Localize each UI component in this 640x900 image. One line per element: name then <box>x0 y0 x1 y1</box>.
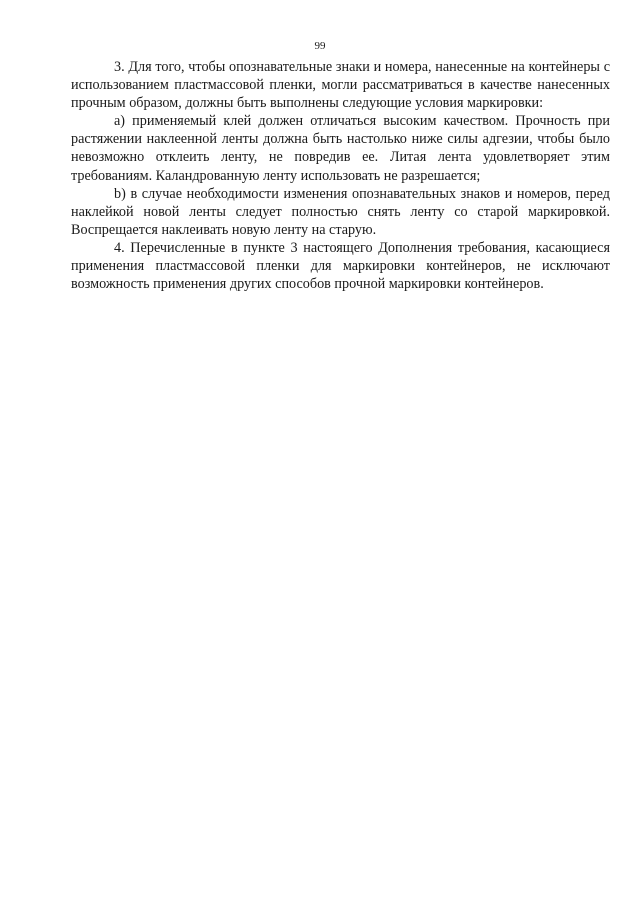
document-body <box>71 58 610 293</box>
paragraph-3b-tape-replacement: b) в случае необходимости изменения опознавательных знаков и номеров, перед наклейкой новой ленты следует полностью снять ленту со старой маркировкой. Воспрещается наклеивать новую ленту на старую. <box>71 185 610 238</box>
page-number: 99 <box>314 40 326 52</box>
paragraph-4-other-methods: 4. Перечисленные в пункте 3 настоящего Дополнения требования, касающиеся применения пластмассовой пленки для маркировки контейнеров, не исключают возможность применения других способов прочной маркировки контейнеров. <box>71 239 610 293</box>
paragraph-3a-adhesive-quality: a) применяемый клей должен отличаться высоким качеством. Прочность при растяжении наклеенной ленты должна быть настолько ниже силы адгезии, чтобы было невозможно отклеить ленту, не повредив ее. Литая лента удовлетворяет этим требованиям. Каландрованную ленту использовать не разрешается; <box>71 113 610 184</box>
paragraph-3-marking-conditions: 3. Для того, чтобы опознавательные знаки и номера, нанесенные на контейнеры с использованием пластмассовой пленки, могли рассматриваться в качестве нанесенных прочным образом, должны быть выполнены следующие условия маркировки: <box>71 59 610 112</box>
